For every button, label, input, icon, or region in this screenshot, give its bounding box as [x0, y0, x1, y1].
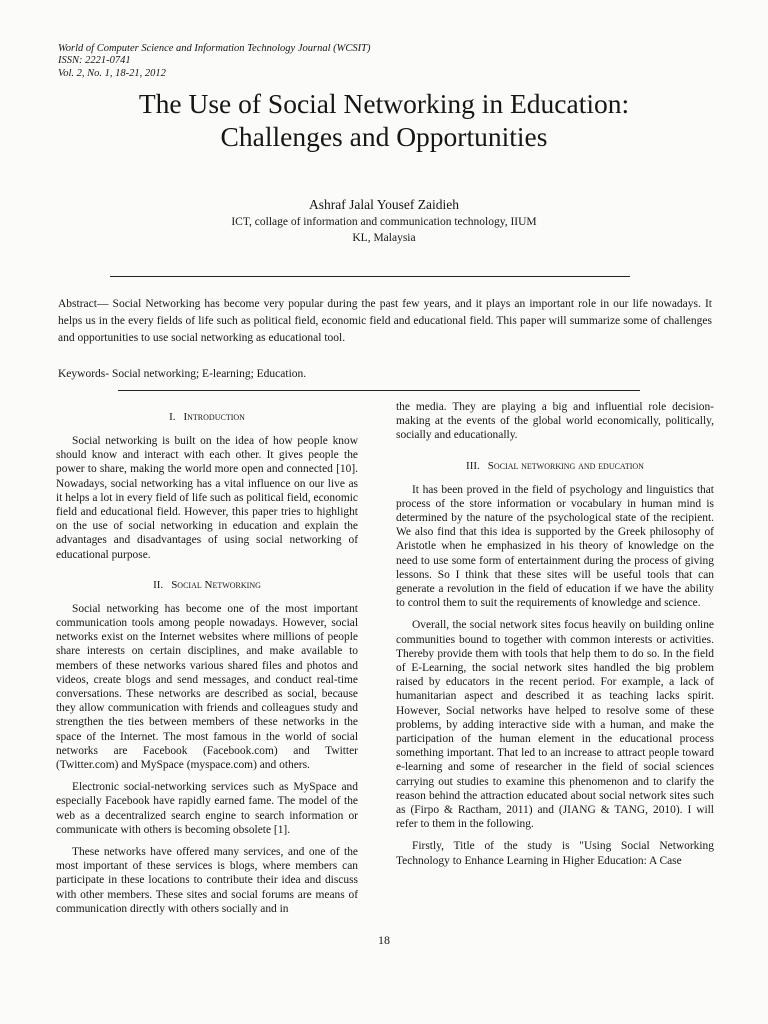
journal-volume: Vol. 2, No. 1, 18-21, 2012	[58, 67, 166, 79]
paragraph: Overall, the social network sites focus heavily on building online communities bound to together with common interests or activities. Thereby provide them with tools that help them to do so. In the field of E-Learning, the social network sites handled the big problem raised by educators in the recent period. For example, a lack of humanitarian aspect and described it as teaching lacks spirit. However, Social networks have helped to resolve some of these problems, by adding interactive side with a human, and make the participation of the human element in the educational process something important. That led to an increase to attract people toward e-learning and some of researcher in the field of social sciences carrying out studies to examine this phenomenon and to clarify the reason behind the attraction educated about social network sites such as (Firpo & Ractham, 2011) and (JIANG & TANG, 2010). I will refer to them in the following.	[396, 619, 714, 831]
section-heading-social-networking	[56, 578, 358, 592]
paragraph: Social networking is built on the idea of how people know should know and interact with each other. It gives people the power to share, making the world more open and connected [10]. Nowadays, social networking has a vital influence on our live as it helps a lot in every field of life such as political field, economic field and educational field. However, this paper tries to highlight on the use of social networking in education and explain the advantages and disadvantages of using social networking of educational purpose.	[56, 435, 358, 561]
title-line-2: Challenges and Opportunities	[220, 121, 548, 152]
right-column	[396, 400, 714, 876]
section-title: Introduction	[183, 411, 245, 423]
section-number: I.	[169, 411, 176, 423]
title-line-1: The Use of Social Networking in Education:	[138, 88, 630, 119]
paper-title	[0, 87, 768, 153]
journal-header	[58, 43, 370, 80]
paragraph: Firstly, Title of the study is "Using Social Networking Technology to Enhance Learning in Higher Education: A Case	[396, 840, 714, 867]
left-column	[56, 400, 358, 924]
section-title: Social Networking	[171, 578, 261, 591]
journal-issn: ISSN: 2221-0741	[58, 55, 131, 67]
page-number: 18	[378, 933, 390, 947]
affiliation-line-2: KL, Malaysia	[352, 232, 416, 244]
abstract: Abstract— Social Networking has become very popular during the past few years, and it plays an important role in our life nowadays. It helps us in the every fields of life such as political field, economic field and educational field. This paper will summarize some of challenges and opportunities to use social networking as educational tool.	[58, 298, 712, 344]
author-name: Ashraf Jalal Yousef Zaidieh	[309, 197, 459, 212]
section-number: II.	[153, 578, 164, 591]
affiliation-line-1: ICT, collage of information and communication technology, IIUM	[231, 216, 537, 228]
paragraph: Social networking has become one of the most important communication tools among people nowadays. However, social networks exist on the Internet websites where millions of people share interests on certain disciplines, and make available to members of these networks various shared files and photos and videos, create blogs and send messages, and conduct real-time conversations. These networks are described as social, because they allow communication with friends and colleagues study and strengthen the ties between members of these networks in the space of the Internet. The most famous in the world of social networks are Facebook (Facebook.com) and Twitter (Twitter.com) and MySpace (myspace.com) and others.	[56, 602, 358, 772]
keywords: Keywords- Social networking; E-learning; Education.	[58, 368, 307, 380]
section-heading-introduction	[56, 410, 358, 424]
paragraph: These networks have offered many services, and one of the most important of these services is blogs, where members can participate in these locations to contribute their idea and discuss with other members. These sites and social forums are means of communication directly with others socially and in	[56, 846, 358, 915]
journal-name: World of Computer Science and Information Technology Journal (WCSIT)	[58, 43, 371, 54]
divider-bottom	[118, 390, 640, 391]
section-number: III.	[466, 459, 480, 472]
section-title: Social networking and education	[487, 459, 644, 472]
paragraph: It has been proved in the field of psychology and linguistics that process of the store information or vocabulary in human mind is determined by the nature of the psychological state of the recipient. We also find that this idea is supported by the Greek philosophy of Aristotle when he emphasized in his theory of knowledge on the need to use some form of entertainment during the process of giving lessons. So I think that these sites will be useful tools that can generate a revolution in the field of education if we have the ability to control them to suit the requirements of knowledge and science.	[396, 483, 714, 610]
paragraph-continuation: the media. They are playing a big and influential role decision-making at the events of the global world economically, politically, socially and educationally.	[396, 401, 714, 442]
divider-top	[110, 276, 630, 277]
paragraph: Electronic social-networking services such as MySpace and especially Facebook have rapidly earned fame. The model of the web as a decentralized search engine to search information or communicate with others is becoming obsolete [1].	[56, 781, 358, 836]
author-affiliation	[0, 214, 768, 246]
section-heading-social-networking-education	[396, 459, 714, 473]
